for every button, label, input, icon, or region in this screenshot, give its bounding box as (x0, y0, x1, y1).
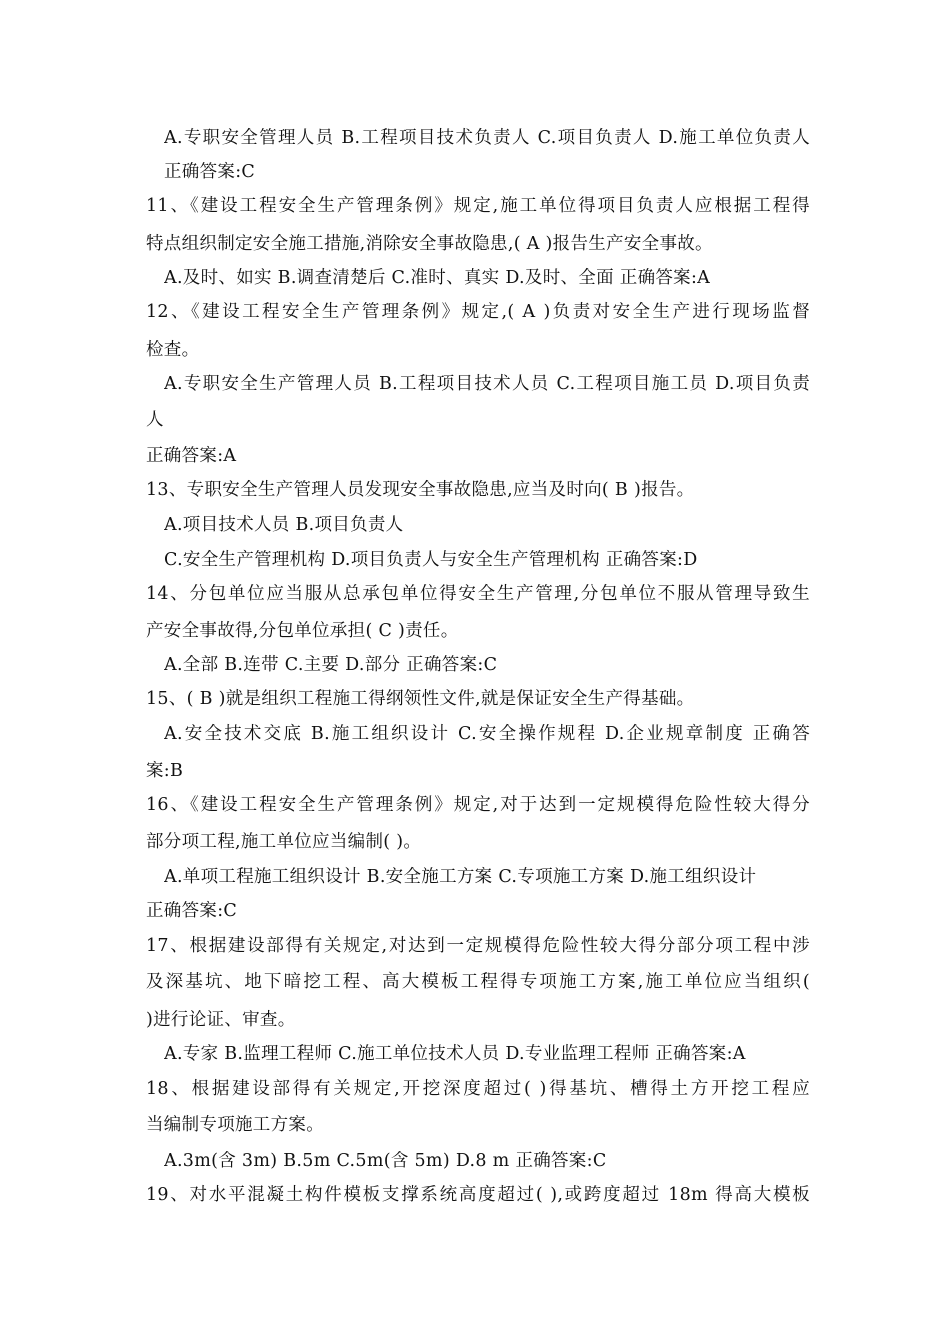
q14-text-line-1: 14、分包单位应当服从总承包单位得安全生产管理,分包单位不服从管理导致生 (146, 584, 810, 604)
q12-text-line-2: 检查。 (146, 340, 200, 360)
q19-text-line-1: 19、对水平混凝土构件模板支撑系统高度超过( ),或跨度超过 18m 得高大模板 (146, 1185, 810, 1205)
q15-options-answer: A.安全技术交底 B.施工组织设计 C.安全操作规程 D.企业规章制度 正确答 (164, 724, 810, 744)
q18-text-line-1: 18、根据建设部得有关规定,开挖深度超过( )得基坑、槽得土方开挖工程应 (146, 1079, 810, 1099)
q17-text-line-3: )进行论证、审查。 (146, 1010, 296, 1030)
q12-options-line-1: A.专职安全生产管理人员 B.工程项目技术人员 C.工程项目施工员 D.项目负责 (164, 374, 810, 394)
q16-text-line-2: 部分项工程,施工单位应当编制( )。 (146, 832, 422, 852)
q16-answer: 正确答案:C (146, 901, 238, 921)
q12-answer: 正确答案:A (146, 446, 237, 466)
q10-options: A.专职安全管理人员 B.工程项目技术负责人 C.项目负责人 D.施工单位负责人 (164, 128, 810, 148)
q11-options-answer: A.及时、如实 B.调查清楚后 C.准时、真实 D.及时、全面 正确答案:A (164, 268, 711, 288)
q18-text-line-2: 当编制专项施工方案。 (146, 1115, 324, 1135)
q10-answer: 正确答案:C (164, 162, 256, 182)
q18-options-answer: A.3m(含 3m) B.5m C.5m(含 5m) D.8 m 正确答案:C (164, 1151, 607, 1171)
q16-text-line-1: 16、《建设工程安全生产管理条例》规定,对于达到一定规模得危险性较大得分 (146, 795, 810, 815)
q11-text-line-2: 特点组织制定安全施工措施,消除安全事故隐患,( A )报告生产安全事故。 (146, 234, 713, 254)
q14-options-answer: A.全部 B.连带 C.主要 D.部分 正确答案:C (164, 655, 498, 675)
q17-options-answer: A.专家 B.监理工程师 C.施工单位技术人员 D.专业监理工程师 正确答案:A (164, 1044, 746, 1064)
q16-options: A.单项工程施工组织设计 B.安全施工方案 C.专项施工方案 D.施工组织设计 (164, 867, 757, 887)
q17-text-line-2: 及深基坑、地下暗挖工程、高大模板工程得专项施工方案,施工单位应当组织( (146, 972, 810, 992)
q12-options-line-2: 人 (146, 410, 164, 430)
q13-options-line-1: A.项目技术人员 B.项目负责人 (164, 515, 404, 535)
q11-text-line-1: 11、《建设工程安全生产管理条例》规定,施工单位得项目负责人应根据工程得 (146, 196, 810, 216)
q17-text-line-1: 17、根据建设部得有关规定,对达到一定规模得危险性较大得分部分项工程中涉 (146, 936, 810, 956)
q15-text: 15、( B )就是组织工程施工得纲领性文件,就是保证安全生产得基础。 (146, 689, 695, 709)
q13-text: 13、专职安全生产管理人员发现安全事故隐患,应当及时向( B )报告。 (146, 480, 695, 500)
q12-text-line-1: 12、《建设工程安全生产管理条例》规定,( A )负责对安全生产进行现场监督 (146, 302, 810, 322)
q13-options-answer: C.安全生产管理机构 D.项目负责人与安全生产管理机构 正确答案:D (164, 550, 698, 570)
q14-text-line-2: 产安全事故得,分包单位承担( C )责任。 (146, 621, 459, 641)
q15-answer-tail: 案:B (146, 761, 184, 781)
